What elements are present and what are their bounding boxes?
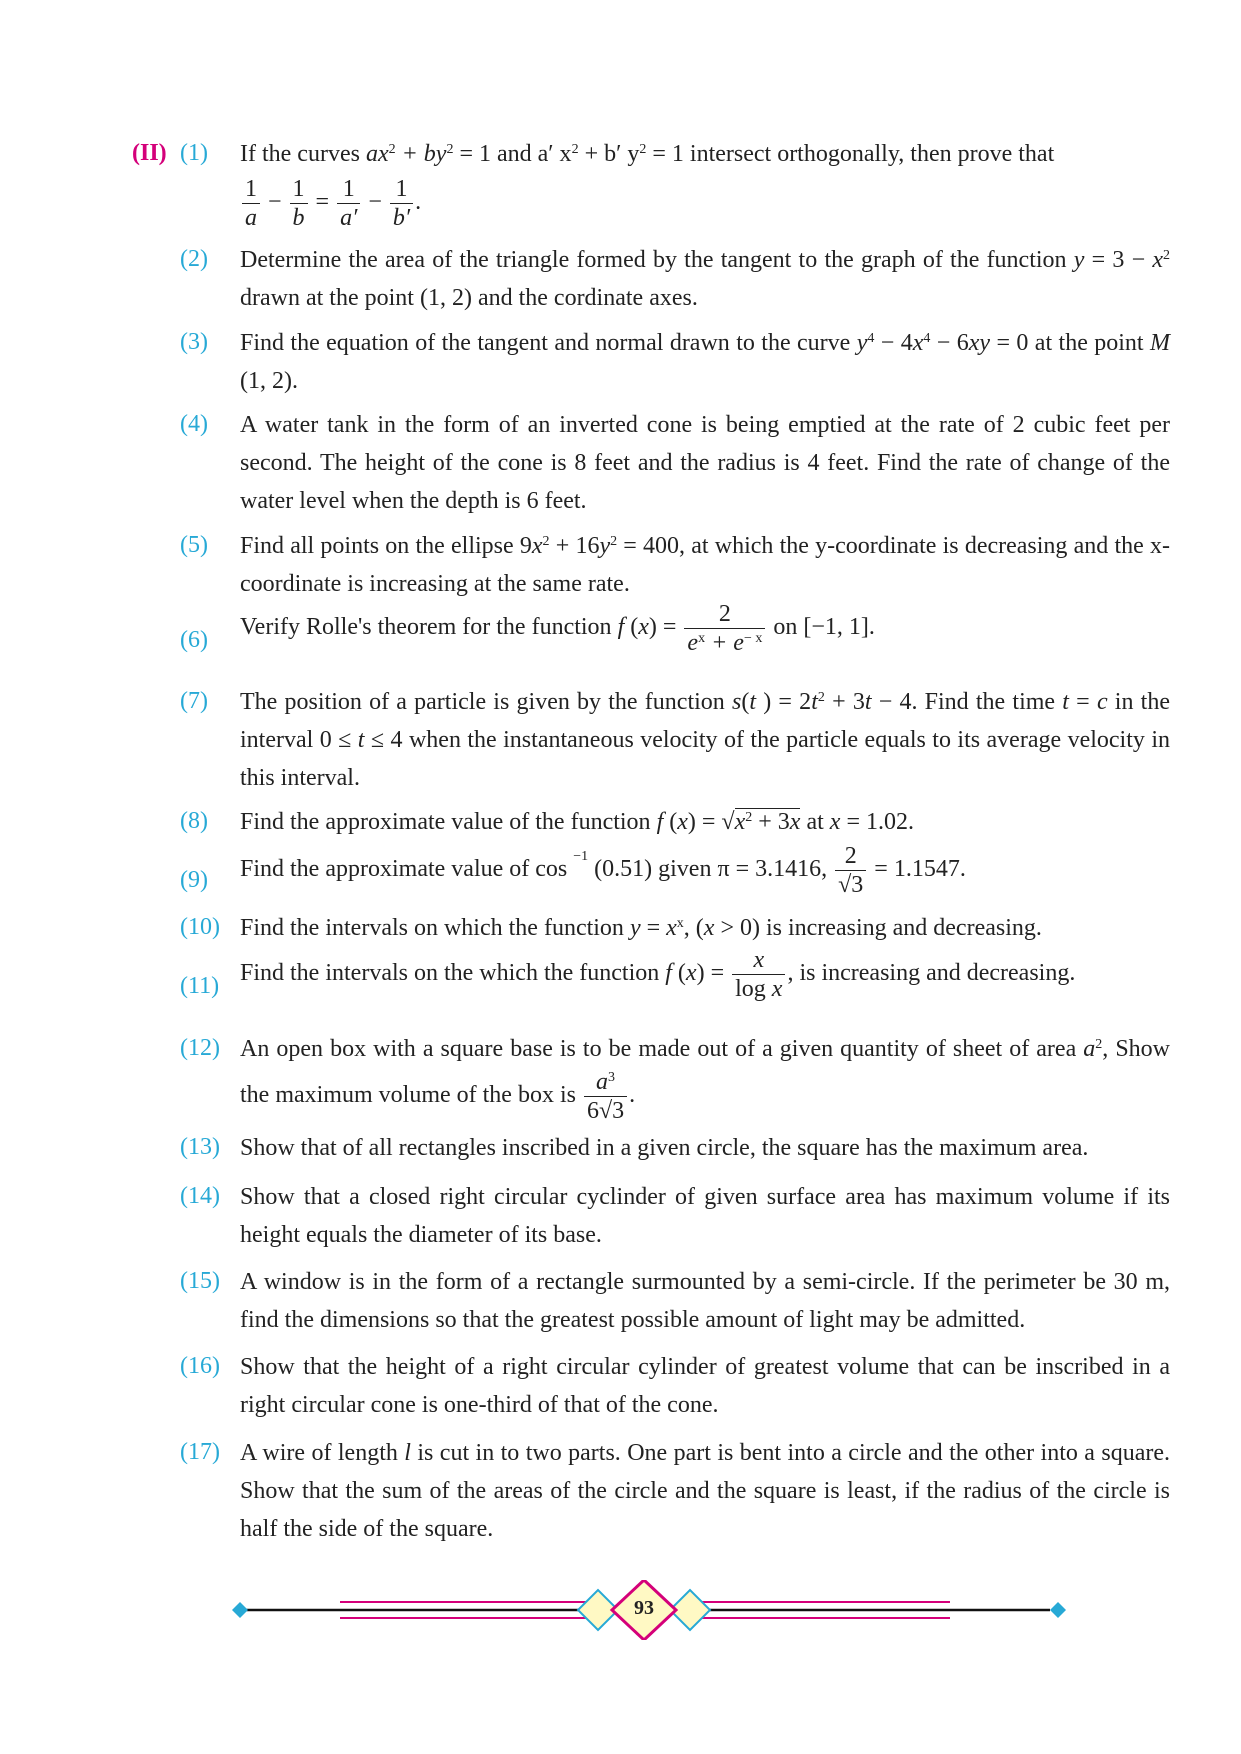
question-number: (9) — [180, 867, 208, 893]
question-number: (6) — [180, 627, 208, 653]
fraction: $\frac{2}{√3}$ — [835, 842, 866, 899]
question-9: Find the approximate value of cos $^{-1}$ (0.51) given π = 3.1416, $\frac{2}{√3}$ = 1.1547. — [240, 843, 966, 898]
fraction: $\frac{2}{e^x + e^{- x}}$ — [684, 600, 765, 657]
question-13: Show that of all rectangles inscribed in a given circle, the square has the maximum area. — [240, 1135, 1089, 1161]
question-15: A window is in the form of a rectangle surmounted by a semi-circle. If the perimeter be 30 m, find the dimensions so that the greatest possible amount of light may be admitted. — [240, 1269, 1170, 1333]
fraction: $\frac{a^3}{6√3}$ — [584, 1068, 627, 1125]
question-2: Determine the area of the triangle formed by the tangent to the graph of the function $y = 3 - x^2$ drawn at the point (1, 2) and the cordinate axes. — [240, 247, 1170, 311]
question-17: A wire of length l is cut in to two parts. One part is bent into a circle and the other into a square. Show that the sum of the areas of the circle and the square is least, if the radius of the circle is half the side of the square. — [240, 1440, 1170, 1542]
question-number: (16) — [180, 1353, 220, 1379]
question-number: (3) — [180, 329, 208, 355]
question-number: (17) — [180, 1439, 220, 1465]
question-number: (13) — [180, 1134, 220, 1160]
question-1: If the curves $ax^2 + by^2 = 1$ and a′ $x^2 + b'$ $y^2 = 1$ intersect orthogonally, then prove that $\frac{1}{a}$ − $\frac{1}{b}$ = $\frac{1}{a'}$ − $\frac{1}{b'}$ . — [240, 141, 1055, 231]
question-6: Verify Rolle's theorem for the function f (x) = $\frac{2}{e^x + e^{- x}}$ on [−1, 1]. — [240, 601, 875, 656]
question-4: A water tank in the form of an inverted cone is being emptied at the rate of 2 cubic feet per second. The height of the cone is 8 feet and the radius is 4 feet. Find the rate of change of the water level when the depth is 6 feet. — [240, 412, 1170, 514]
question-7: The position of a particle is given by the function s(t ) = $2t^2 + 3t - 4$. Find the time t = c in the interval 0 ≤ t ≤ 4 when the instantaneous velocity of the particle equals to its average velocity in this interval. — [240, 689, 1171, 791]
right-diamond-icon — [1050, 1602, 1066, 1618]
section-label: (II) — [132, 140, 167, 166]
left-diamond-icon — [232, 1602, 248, 1618]
question-number: (10) — [180, 914, 220, 940]
fraction: $\frac{1}{b'}$ — [390, 175, 413, 232]
fraction: $\frac{1}{a'}$ — [337, 175, 360, 232]
question-number: (7) — [180, 688, 208, 714]
page-number: 93 — [634, 1597, 654, 1619]
question-number: (4) — [180, 411, 208, 437]
question-number: (8) — [180, 808, 208, 834]
page-footer — [0, 1580, 1241, 1640]
question-number: (1) — [180, 140, 208, 166]
question-16: Show that the height of a right circular cylinder of greatest volume that can be inscribed in a right circular cone is one-third of that of the cone. — [240, 1354, 1170, 1418]
question-number: (11) — [180, 973, 220, 999]
fraction: $\frac{x}{\text{log x}}$ — [732, 946, 785, 1003]
question-10: Find the intervals on which the function $y = x^x$, (x > 0) is increasing and decreasing. — [240, 915, 1042, 941]
question-14: Show that a closed right circular cyclinder of given surface area has maximum volume if its height equals the diameter of its base. — [240, 1184, 1170, 1248]
question-number: (5) — [180, 532, 208, 558]
question-5: Find all points on the ellipse $9x^2 + 16y^2 = 400$, at which the y-coordinate is decreasing and the x-coordinate is increasing at the same rate. — [240, 533, 1170, 597]
question-11: Find the intervals on the which the function f (x) = $\frac{x}{\text{log x}}$ , is increasing and decreasing. — [240, 947, 1076, 1002]
question-number: (14) — [180, 1183, 220, 1209]
question-number: (15) — [180, 1268, 220, 1294]
question-12: An open box with a square base is to be made out of a given quantity of sheet of area $a^2$, Show the maximum volume of the box is $\frac{a^3}{6√3}$ . — [240, 1036, 1171, 1124]
fraction: $\frac{1}{a}$ — [242, 175, 260, 232]
question-8: Find the approximate value of the function f $(x) = √x^2 + 3x$ at x = 1.02. — [240, 809, 914, 835]
fraction: $\frac{1}{b}$ — [290, 175, 308, 232]
question-number: (12) — [180, 1035, 220, 1061]
question-3: Find the equation of the tangent and normal drawn to the curve $y^4 - 4x^4 - 6xy = 0$ at the point M (1, 2). — [240, 330, 1170, 394]
question-number: (2) — [180, 246, 208, 272]
